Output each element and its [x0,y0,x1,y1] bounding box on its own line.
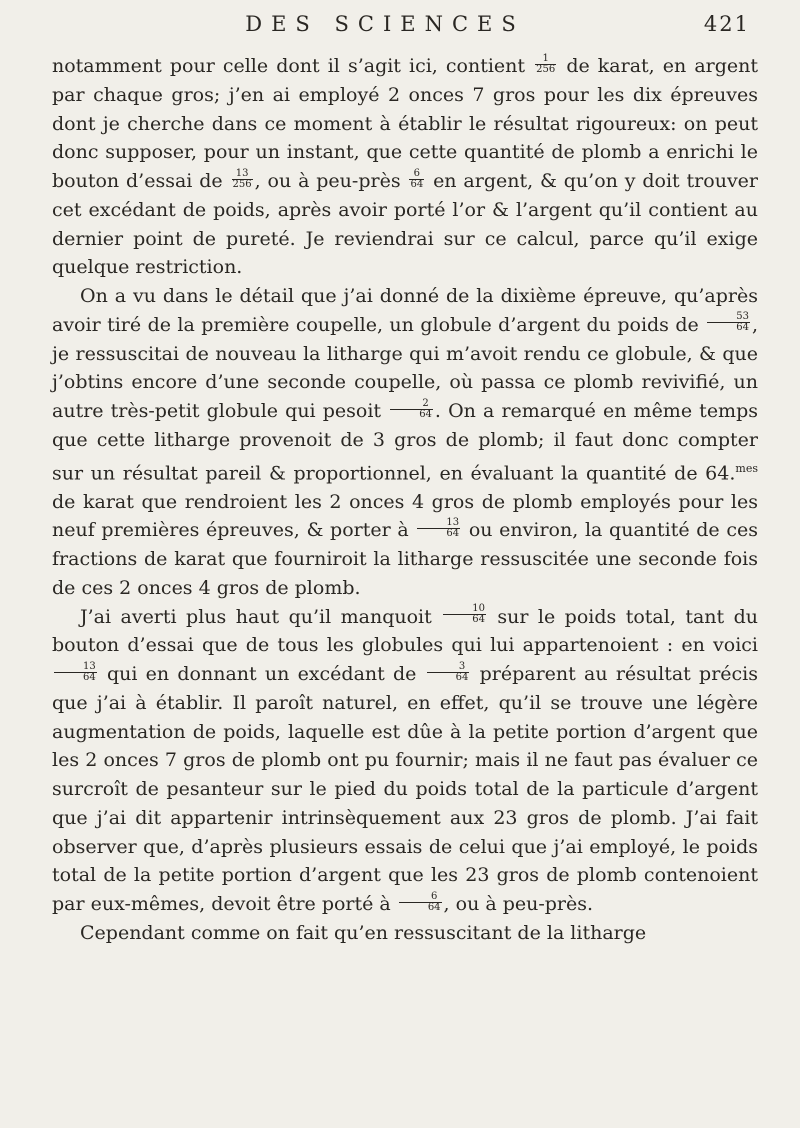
running-head: DES SCIENCES [245,12,525,36]
fraction [707,312,750,333]
fraction-denominator: 64 [427,901,441,913]
page-number: 421 [703,12,750,36]
paragraph-4 [52,919,758,948]
page-header [80,12,750,52]
fraction [54,662,97,683]
fraction-numerator: 13 [232,169,253,180]
fraction [409,169,424,190]
fraction-denominator: 64 [419,408,432,420]
fraction-denominator: 64 [472,614,485,626]
fraction-numerator: 13 [417,518,460,529]
text-run: On a vu dans le détail que j’ai donné de la dixième épreuve, qu’après avoir tiré de la première coupelle, un globule d’argent du poids de [52,285,758,336]
text-run: qui en donnant un excédant de [106,663,417,686]
fraction-numerator: 53 [707,312,750,323]
fraction-denominator: 256 [232,178,252,190]
text-run: Cependant comme on fait qu’en ressuscitant de la litharge [80,921,647,944]
fraction-numerator: 1 [535,54,556,65]
superscript: mes [735,461,758,475]
fraction-denominator: 64 [410,178,424,190]
fraction-denominator: 64 [455,671,469,683]
fraction-numerator: 13 [54,662,97,673]
text-run: . On a remarqué en même temps que cette litharge provenoit de 3 gros de plomb; il faut donc compter sur un résultat pareil & proportionnel, en évaluant la quantité de 64. [52,400,758,484]
fraction-numerator: 3 [427,662,470,673]
text-run: ou environ, la quantité de ces fractions de karat que fourniroit la litharge ressuscitée une seconde fois de ces 2 onces 4 gros de plomb. [52,519,758,599]
fraction [535,54,556,75]
text-run: de karat, en argent par chaque gros; j’en ai employé 2 onces 7 gros pour les dix épreuves dont je cherche dans ce moment à établir le résultat rigoureux: on peut donc supposer, pour un instant, que cette quantité de plomb a enrichi le bouton d’essai de [52,55,759,192]
text-run: sur le poids total, tant du bouton d’essai que de tous les globules qui lui appartenoient : en voici [52,605,758,657]
fraction-denominator: 64 [736,322,749,334]
fraction-numerator: 6 [399,892,442,903]
text-run: , je ressuscitai de nouveau la litharge qui m’avoit rendu ce globule, & que j’obtins encore d’une seconde coupelle, où passa ce plomb revivifié, un autre très-petit globule qui pesoit [52,313,758,422]
fraction [399,892,442,913]
text-run: en argent, & qu’on y doit trouver cet excédant de poids, après avoir porté l’or & l’argent qu’il contient au dernier point de pureté. Je reviendrai sur ce calcul, parce qu’il exige quelque restriction. [52,170,759,279]
fraction-numerator: 10 [443,604,486,615]
body-text [52,52,758,948]
text-run: préparent au résultat précis que j’ai à établir. Il paroît naturel, en effet, qu’il se trouve une légère augmentation de poids, laquelle est dûe à la petite portion d’argent que les 2 onces 7 gros de plomb ont pu fournir; mais il ne faut pas évaluer ce surcroît de pesanteur sur le pied du poids total de la particule d’argent que j’ai dit appartenir intrinsèquement aux 23 gros de plomb. J’ai fait observer que, d’après plusieurs essais de celui que j’ai employé, le poids total de la petite portion d’argent que les 23 gros de plomb contenoient par eux-mêmes, devoit être porté à [52,663,758,916]
fraction [232,169,253,190]
fraction-denominator: 64 [446,527,460,539]
text-run: de karat que rendroient les 2 onces 4 gros de plomb employés pour les neuf premières épreuves, & porter à [52,490,758,542]
fraction [417,518,460,539]
fraction-numerator: 2 [390,399,433,410]
paragraph-2 [52,282,758,603]
fraction-denominator: 64 [83,671,96,683]
text-run: notamment pour celle dont il s’agit ici, contient [52,55,526,77]
fraction [443,604,486,625]
paragraph-3 [52,603,758,919]
text-run: , ou à peu-près. [443,893,594,916]
fraction [390,399,433,420]
paragraph-1 [52,52,758,282]
fraction-numerator: 6 [409,169,424,180]
fraction [427,662,470,683]
fraction-denominator: 256 [536,63,556,75]
text-run: , ou à peu-près [254,170,401,192]
text-run: J’ai averti plus haut qu’il manquoit [80,605,432,628]
